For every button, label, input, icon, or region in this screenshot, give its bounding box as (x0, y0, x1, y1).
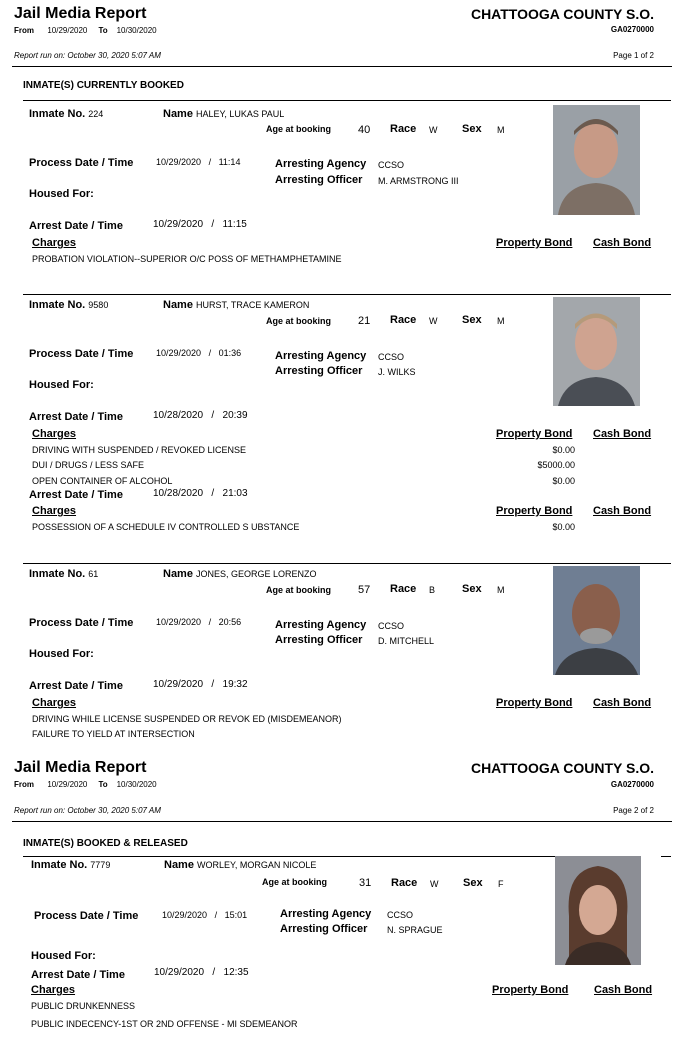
charge-text: PUBLIC INDECENCY-1ST OR 2ND OFFENSE - MI SDEMEANOR (31, 1019, 298, 1029)
charge-text: PROBATION VIOLATION--SUPERIOR O/C POSS OF METHAMPHETAMINE (32, 254, 342, 264)
race-label: Race (390, 123, 417, 135)
inmate-photo (555, 856, 641, 965)
arresting-agency-value: CCSO (378, 352, 405, 362)
sex-value: F (498, 879, 504, 889)
divider (23, 294, 671, 295)
charge-text: DUI / DRUGS / LESS SAFE (32, 460, 145, 470)
divider (12, 821, 672, 822)
charges-header: Charges (31, 984, 76, 996)
inmate-no: 9580 (88, 300, 109, 310)
process-date-time: 10/29/2020 / 11:14 (156, 157, 241, 167)
arrest-date-time: 10/29/2020 / 12:35 (154, 967, 249, 978)
inmate-name: HURST, TRACE KAMERON (196, 300, 310, 310)
arresting-agency-value: CCSO (387, 910, 414, 920)
inmate-name: JONES, GEORGE LORENZO (196, 569, 317, 579)
arresting-agency-label: Arresting Agency (275, 619, 367, 631)
arrest-label: Arrest Date / Time (29, 411, 123, 423)
person-silhouette-icon (553, 105, 640, 215)
to-label: To (98, 26, 108, 35)
arrest-label: Arrest Date / Time (31, 969, 125, 981)
age-label: Age at booking (266, 316, 331, 326)
name-label: Name HURST, TRACE KAMERON (163, 299, 310, 311)
sex-label: Sex (462, 123, 482, 135)
arresting-officer-label: Arresting Officer (275, 174, 363, 186)
cash-bond-header: Cash Bond (593, 505, 652, 517)
sex-value: M (497, 125, 505, 135)
sex-value: M (497, 316, 505, 326)
race-label: Race (391, 877, 418, 889)
run-on: Report run on: October 30, 2020 5:07 AM (14, 51, 161, 60)
from-date: 10/29/2020 (47, 780, 88, 789)
age-value: 21 (358, 315, 371, 327)
property-bond-header: Property Bond (496, 237, 573, 249)
agency-name: CHATTOOGA COUNTY S.O. (470, 6, 654, 22)
inmate-photo (553, 566, 640, 675)
charge-text: DRIVING WITH SUSPENDED / REVOKED LICENSE (32, 445, 247, 455)
arresting-officer-value: D. MITCHELL (378, 636, 435, 646)
process-date-time: 10/29/2020 / 01:36 (156, 348, 242, 358)
arrest-date-time: 10/28/2020 / 20:39 (153, 410, 248, 421)
agency-code: GA0270000 (610, 780, 654, 789)
to-date: 10/30/2020 (116, 26, 157, 35)
property-bond-header: Property Bond (496, 697, 573, 709)
arrest-label: Arrest Date / Time (29, 680, 123, 692)
age-label: Age at booking (266, 124, 331, 134)
charge-text: FAILURE TO YIELD AT INTERSECTION (32, 729, 195, 739)
from-label: From (14, 780, 34, 789)
person-silhouette-icon (555, 856, 641, 965)
charges-header: Charges (32, 505, 77, 517)
age-value: 31 (359, 877, 372, 889)
housed-for-label: Housed For: (31, 950, 96, 962)
property-bond-header: Property Bond (492, 984, 569, 996)
name-label: Name HALEY, LUKAS PAUL (163, 108, 285, 120)
race-value: W (429, 125, 438, 135)
race-value: W (430, 879, 439, 889)
agency-code: GA0270000 (610, 25, 654, 34)
name-label: Name WORLEY, MORGAN NICOLE (164, 859, 317, 871)
charge-text: DRIVING WHILE LICENSE SUSPENDED OR REVOK ED (MISDEMEANOR) (32, 714, 342, 724)
section-title: INMATE(S) BOOKED & RELEASED (23, 838, 188, 849)
agency-name: CHATTOOGA COUNTY S.O. (470, 760, 654, 776)
inmate-photo (553, 105, 640, 215)
divider (661, 856, 671, 857)
inmate-no-label: Inmate No. 9580 (29, 299, 109, 311)
race-label: Race (390, 583, 417, 595)
cash-bond-header: Cash Bond (593, 697, 652, 709)
property-bond-header: Property Bond (496, 428, 573, 440)
inmate-no: 7779 (90, 860, 111, 870)
arresting-agency-value: CCSO (378, 160, 405, 170)
sex-value: M (497, 585, 505, 595)
cash-bond-header: Cash Bond (593, 237, 652, 249)
housed-for-label: Housed For: (29, 648, 94, 660)
section-title: INMATE(S) CURRENTLY BOOKED (23, 80, 184, 91)
name-label: Name JONES, GEORGE LORENZO (163, 568, 317, 580)
arresting-agency-label: Arresting Agency (275, 158, 367, 170)
process-label: Process Date / Time (29, 348, 134, 360)
from-label: From (14, 26, 34, 35)
to-label: To (98, 780, 108, 789)
process-date-time: 10/29/2020 / 15:01 (162, 910, 248, 920)
arrest-date-time: 10/28/2020 / 21:03 (153, 488, 248, 499)
age-value: 57 (358, 584, 371, 596)
person-silhouette-icon (553, 297, 640, 406)
sex-label: Sex (462, 314, 482, 326)
page-number: Page 1 of 2 (613, 51, 654, 60)
process-label: Process Date / Time (34, 910, 139, 922)
inmate-no-label: Inmate No. 224 (29, 108, 104, 120)
date-range (14, 26, 157, 35)
process-label: Process Date / Time (29, 617, 134, 629)
inmate-no-label: Inmate No. 61 (29, 568, 99, 580)
inmate-no: 224 (88, 109, 104, 119)
age-label: Age at booking (266, 585, 331, 595)
from-date: 10/29/2020 (47, 26, 88, 35)
divider (23, 563, 671, 564)
arresting-agency-label: Arresting Agency (275, 350, 367, 362)
arresting-officer-label: Arresting Officer (280, 923, 368, 935)
person-silhouette-icon (553, 566, 640, 675)
housed-for-label: Housed For: (29, 379, 94, 391)
arresting-officer-value: J. WILKS (378, 367, 416, 377)
divider (12, 66, 672, 67)
cash-bond-header: Cash Bond (594, 984, 653, 996)
inmate-no-label: Inmate No. 7779 (31, 859, 111, 871)
property-bond-value: $0.00 (552, 445, 575, 455)
date-range (14, 780, 157, 789)
divider (23, 856, 562, 857)
property-bond-value: $5000.00 (537, 460, 575, 470)
inmate-no: 61 (88, 569, 99, 579)
report-title: Jail Media Report (14, 5, 147, 22)
age-value: 40 (358, 124, 371, 136)
arrest-date-time: 10/29/2020 / 19:32 (153, 679, 248, 690)
divider (23, 100, 671, 101)
property-bond-header: Property Bond (496, 505, 573, 517)
charge-text: OPEN CONTAINER OF ALCOHOL (32, 476, 173, 486)
age-label: Age at booking (262, 877, 327, 887)
charges-header: Charges (32, 428, 77, 440)
cash-bond-header: Cash Bond (593, 428, 652, 440)
property-bond-value: $0.00 (552, 476, 575, 486)
race-label: Race (390, 314, 417, 326)
arresting-agency-value: CCSO (378, 621, 405, 631)
housed-for-label: Housed For: (29, 188, 94, 200)
inmate-name: WORLEY, MORGAN NICOLE (197, 860, 317, 870)
process-date-time: 10/29/2020 / 20:56 (156, 617, 242, 627)
page-number: Page 2 of 2 (613, 806, 654, 815)
to-date: 10/30/2020 (116, 780, 157, 789)
inmate-name: HALEY, LUKAS PAUL (196, 109, 285, 119)
run-on: Report run on: October 30, 2020 5:07 AM (14, 806, 161, 815)
sex-label: Sex (463, 877, 483, 889)
sex-label: Sex (462, 583, 482, 595)
property-bond-value: $0.00 (552, 522, 575, 532)
arrest-label: Arrest Date / Time (29, 220, 123, 232)
arresting-agency-label: Arresting Agency (280, 908, 372, 920)
race-value: B (429, 585, 436, 595)
report-title: Jail Media Report (14, 759, 147, 776)
arrest-label: Arrest Date / Time (29, 489, 123, 501)
race-value: W (429, 316, 438, 326)
charge-text: POSSESSION OF A SCHEDULE IV CONTROLLED S UBSTANCE (32, 522, 300, 532)
arrest-date-time: 10/29/2020 / 11:15 (153, 219, 247, 230)
arresting-officer-value: N. SPRAGUE (387, 925, 443, 935)
process-label: Process Date / Time (29, 157, 134, 169)
charges-header: Charges (32, 237, 77, 249)
arresting-officer-value: M. ARMSTRONG III (378, 176, 459, 186)
charges-header: Charges (32, 697, 77, 709)
charge-text: PUBLIC DRUNKENNESS (31, 1001, 136, 1011)
inmate-photo (553, 297, 640, 406)
arresting-officer-label: Arresting Officer (275, 634, 363, 646)
arresting-officer-label: Arresting Officer (275, 365, 363, 377)
